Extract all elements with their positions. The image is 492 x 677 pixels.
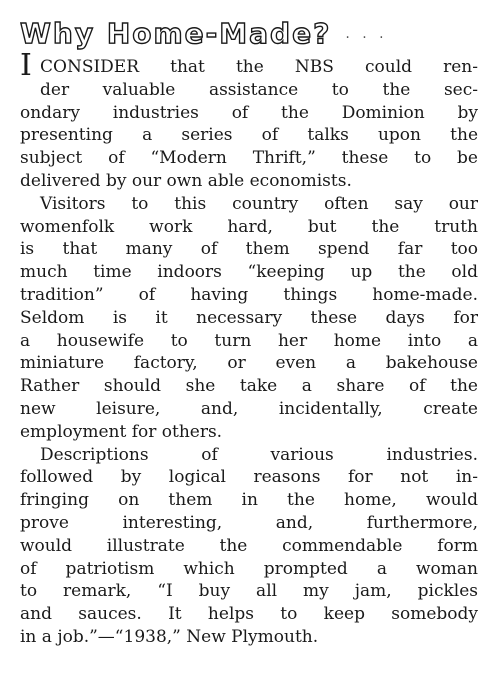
signature-line: in a job.”—“1938,” New Plymouth.	[20, 626, 319, 647]
headline-row	[20, 8, 482, 52]
text-line: is that many of them spend far too	[20, 239, 478, 260]
text-line: delivered by our own able economists.	[20, 170, 352, 191]
paragraph-2	[20, 193, 482, 444]
paragraph-1	[20, 48, 482, 193]
text-line: subject of “Modern Thrift,” these to be	[20, 148, 478, 169]
text-line: would illustrate the commendable form	[20, 535, 478, 556]
text-line: followed by logical reasons for not in-	[20, 467, 478, 488]
dropcap-line	[20, 48, 478, 83]
headline-ornament: . . .	[345, 26, 388, 42]
text-line: much time indoors “keeping up the old	[20, 262, 478, 283]
headline: Why Home-Made?	[20, 17, 332, 50]
text-line: a housewife to turn her home into a	[20, 330, 478, 351]
text-line: new leisure, and, incidentally, create	[20, 398, 478, 419]
text-line: CONSIDER that the NBS could ren-	[40, 57, 478, 77]
text-line: presenting a series of talks upon the	[20, 125, 478, 146]
text-line: tradition” of having things home-made.	[20, 284, 478, 305]
drop-cap-letter: I	[20, 48, 32, 83]
text-line: Visitors to this country often say our	[40, 193, 478, 214]
text-line: Rather should she take a share of the	[20, 376, 478, 397]
text-line: Descriptions of various industries.	[40, 444, 478, 465]
text-line: prove interesting, and, furthermore,	[20, 512, 478, 533]
text-line: and sauces. It helps to keep somebody	[20, 604, 478, 625]
text-line: Seldom is it necessary these days for	[20, 307, 478, 328]
text-line: der valuable assistance to the sec-	[40, 79, 478, 100]
text-line: of patriotism which prompted a woman	[20, 558, 478, 579]
text-line: to remark, “I buy all my jam, pickles	[20, 581, 478, 602]
text-line: employment for others.	[20, 421, 223, 442]
paragraph-3	[20, 444, 482, 649]
text-line: ondary industries of the Dominion by	[20, 102, 478, 123]
text-line: fringing on them in the home, would	[20, 490, 478, 511]
text-line: womenfolk work hard, but the truth	[20, 216, 478, 237]
article-body	[20, 48, 482, 649]
text-line: miniature factory, or even a bakehouse	[20, 353, 478, 374]
